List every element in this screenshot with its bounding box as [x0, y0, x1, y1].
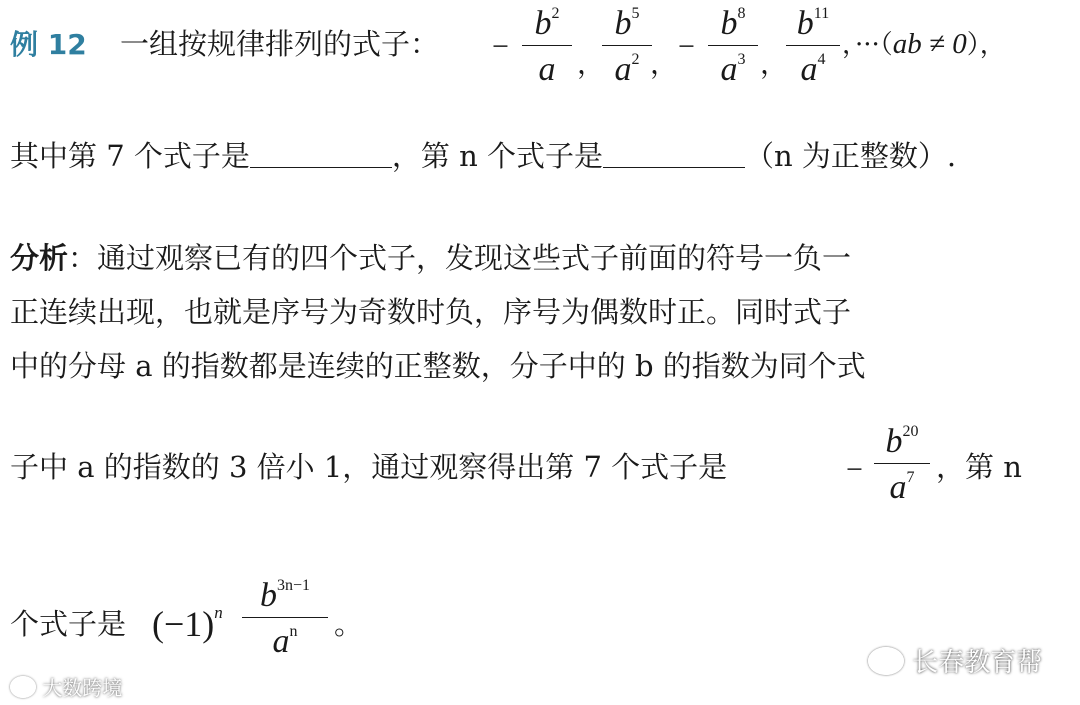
power-prefix: $(-1)^n$ — [152, 603, 223, 644]
example-intro: 一组按规律排列的式子： — [119, 27, 439, 61]
analysis-line-5: 个式子是 — [10, 607, 127, 641]
analysis-line-4: 子中 a 的指数的 3 倍小 1，通过观察得出第 7 个式子是 — [10, 450, 728, 484]
fraction-3: $b^8$ $a^3$ — [708, 6, 758, 87]
comma: ， — [650, 47, 679, 80]
analysis-line-5-end: 。 — [334, 607, 364, 641]
answer-blank-1[interactable] — [250, 145, 392, 168]
analysis-line-1: 分析：通过观察已有的四个式子，发现这些式子前面的符号一负一 — [10, 241, 852, 275]
example-condition: ，···（ab ≠ 0）， — [842, 28, 1006, 60]
example-line-1 — [10, 27, 439, 61]
analysis-line-2: 正连续出现，也就是序号为奇数时负，序号为偶数时正。同时式子 — [10, 295, 852, 329]
answer-fraction-n: $b^{3n-1}$ $a^n$ — [242, 578, 328, 659]
answer-fraction-7: $b^{20}$ $a^7$ — [874, 424, 930, 505]
minus-sign: − — [678, 30, 695, 63]
minus-sign: − — [492, 30, 509, 63]
fraction-4: $b^{11}$ $a^4$ — [786, 6, 840, 87]
analysis-label: 分析 — [10, 241, 69, 275]
fraction-1: $b^2$ a — [522, 6, 572, 87]
weibo-icon — [10, 676, 36, 698]
analysis-line-4-end: ，第 n — [936, 450, 1022, 484]
fraction-2: $b^5$ $a^2$ — [602, 6, 652, 87]
watermark-right: 长春教育帮 — [868, 642, 1042, 679]
minus-sign: − — [846, 453, 863, 486]
answer-blank-2[interactable] — [603, 145, 745, 168]
comma: ， — [760, 47, 789, 80]
analysis-line-3: 中的分母 a 的指数都是连续的正整数，分子中的 b 的指数为同个式 — [10, 349, 866, 383]
example-label: 例 12 — [10, 28, 87, 61]
comma: ， — [577, 47, 606, 80]
wechat-icon — [868, 647, 904, 675]
example-question: 其中第 7 个式子是 ，第 n 个式子是 （n 为正整数）. — [10, 139, 957, 173]
watermark-left: 大数跨境 — [10, 672, 122, 701]
